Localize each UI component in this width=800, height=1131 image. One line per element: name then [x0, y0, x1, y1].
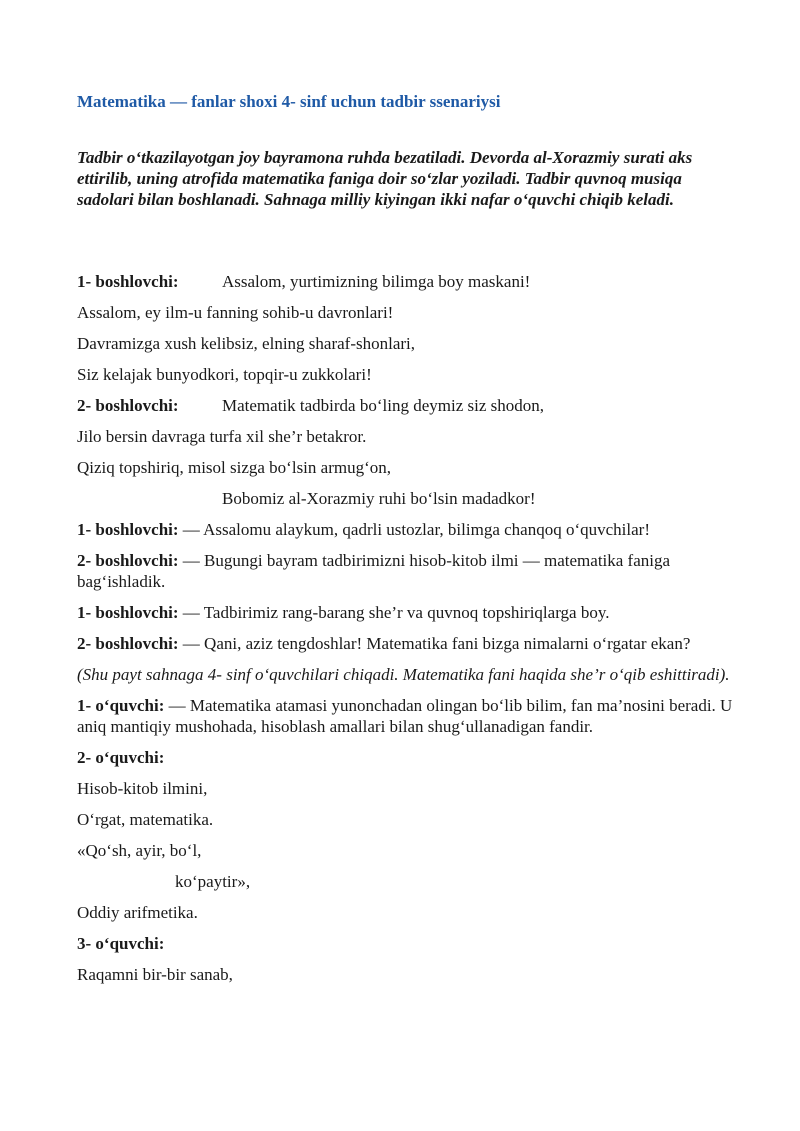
speaker-label: 1- boshlovchi: — [77, 272, 179, 291]
line-text: — Matematika atamasi yunonchadan olingan bo‘lib bilim, fan ma’nosini beradi. U aniq mantiqiy mushohada, hisoblash amallari bilan shug‘ullanadigan fandir. — [77, 696, 733, 736]
script-line: Qiziq topshiriq, misol sizga bo‘lsin armug‘on, — [77, 458, 391, 477]
poem-line: Oddiy arifmetika. — [77, 903, 198, 922]
script-line — [77, 633, 737, 654]
document-title: Matematika — fanlar shoxi 4- sinf uchun tadbir ssenariysi — [77, 92, 501, 111]
line-text: Matematik tadbirda bo‘ling deymiz siz shodon, — [222, 396, 544, 415]
script-line — [77, 271, 737, 292]
script-line: Assalom, ey ilm-u fanning sohib-u davronlari! — [77, 303, 394, 322]
poem-line: O‘rgat, matematika. — [77, 810, 214, 829]
poem-line: ko‘paytir», — [175, 872, 251, 891]
script-body — [77, 271, 737, 995]
line-text: — Qani, aziz tengdoshlar! Matematika fani bizga nimalarni o‘rgatar ekan? — [178, 634, 691, 653]
speaker-label: 2- boshlovchi: — [77, 551, 179, 570]
poem-line: Raqamni bir-bir sanab, — [77, 965, 233, 984]
script-line — [77, 550, 737, 592]
intro-paragraph: Tadbir o‘tkazilayotgan joy bayramona ruhda bezatiladi. Devorda al-Xorazmiy surati aks ettirilib, uning atrofida matematika faniga doir so‘zlar yoziladi. Tadbir quvnoq musiqa sadolari bilan boshlanadi. Sahnaga milliy kiyingan ikki nafar o‘quvchi chiqib keladi. — [77, 148, 693, 209]
speaker-label: 2- boshlovchi: — [77, 634, 179, 653]
script-line: Davramizga xush kelibsiz, elning sharaf-shonlari, — [77, 334, 416, 353]
script-line — [77, 695, 737, 737]
script-line: Jilo bersin davraga turfa xil she’r betakror. — [77, 427, 367, 446]
speaker-label: 1- boshlovchi: — [77, 520, 179, 539]
script-line — [77, 519, 737, 540]
speaker-label: 3- o‘quvchi: — [77, 934, 165, 953]
speaker-label: 2- o‘quvchi: — [77, 748, 165, 767]
speaker-label: 1- boshlovchi: — [77, 603, 179, 622]
script-line — [77, 395, 737, 416]
script-line: Bobomiz al-Xorazmiy ruhi bo‘lsin madadkor! — [222, 489, 536, 508]
script-line — [77, 602, 737, 623]
poem-line: «Qo‘sh, ayir, bo‘l, — [77, 841, 202, 860]
line-text: Assalom, yurtimizning bilimga boy maskani! — [222, 272, 531, 291]
line-text: — Bugungi bayram tadbirimizni hisob-kitob ilmi — matematika faniga bag‘ishladik. — [77, 551, 671, 591]
line-text: — Assalomu alaykum, qadrli ustozlar, bilimga chanqoq o‘quvchilar! — [178, 520, 650, 539]
poem-line: Hisob-kitob ilmini, — [77, 779, 208, 798]
line-text: — Tadbirimiz rang-barang she’r va quvnoq topshiriqlarga boy. — [178, 603, 610, 622]
script-line: Siz kelajak bunyodkori, topqir-u zukkolari! — [77, 365, 372, 384]
stage-direction: (Shu payt sahnaga 4- sinf o‘quvchilari chiqadi. Matematika fani haqida she’r o‘qib eshittiradi). — [77, 665, 730, 684]
speaker-label: 2- boshlovchi: — [77, 396, 179, 415]
speaker-label: 1- o‘quvchi: — [77, 696, 165, 715]
